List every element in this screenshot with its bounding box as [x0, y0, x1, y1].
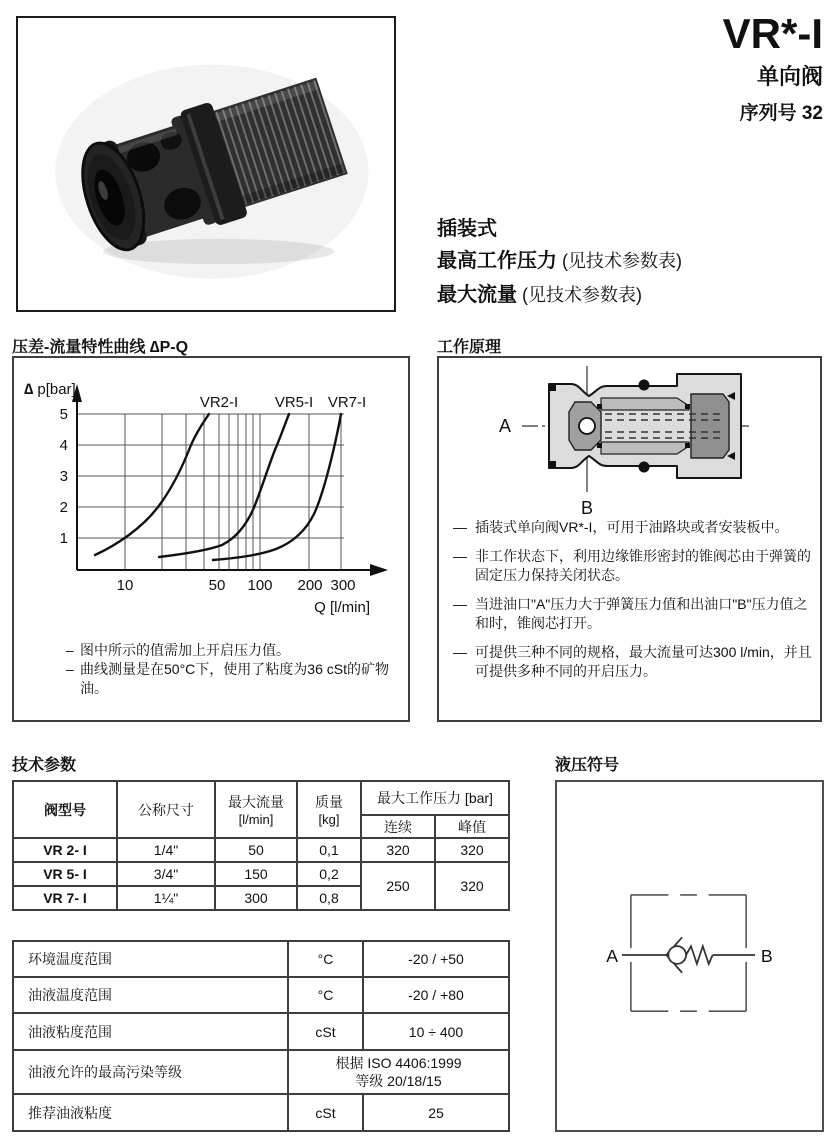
flow-cell: 150	[215, 862, 297, 886]
x-tick-50: 50	[208, 577, 226, 594]
curve-label-vr5: VR5-I	[274, 394, 314, 411]
o-ring-top	[639, 380, 650, 391]
x-axis-label: Q [l/min]	[314, 599, 370, 616]
y-tick-3: 3	[59, 468, 68, 485]
col-header-flow	[215, 781, 297, 838]
condition-label: 油液温度范围	[13, 977, 288, 1013]
y-tick-4: 4	[59, 437, 68, 454]
condition-value: -20 / +80	[363, 977, 509, 1013]
size-cell: 3/4"	[117, 862, 215, 886]
bullet-item	[453, 595, 812, 633]
bullet-text: 当进油口"A"压力大于弹簧压力值和出油口"B"压力值之和时，锥阀芯打开。	[475, 596, 808, 631]
iso-class: 等级 20/18/15	[355, 1073, 442, 1089]
chart-grid	[77, 414, 344, 570]
port-a-label: A	[606, 945, 619, 966]
pilot-hole	[579, 418, 595, 434]
page-title: VR*-I	[722, 10, 823, 57]
col-header-flow-line2: [l/min]	[238, 812, 274, 827]
bullet-item	[453, 547, 812, 585]
col-header-flow-line1: 最大流量	[228, 794, 284, 810]
bullet-item	[453, 518, 812, 537]
condition-merged-value	[288, 1050, 509, 1094]
port-b-label: B	[760, 945, 773, 966]
table-row	[13, 977, 509, 1013]
section-title-symbol: 液压符号	[555, 757, 620, 774]
col-header-size: 公称尺寸	[117, 781, 215, 838]
x-tick-300: 300	[330, 577, 356, 594]
principle-bullets	[453, 518, 812, 691]
dp-q-chart	[14, 358, 408, 630]
col-header-mass	[297, 781, 361, 838]
table-row	[13, 1094, 509, 1131]
symbol-lines	[622, 937, 755, 972]
size-cell: 1¼"	[117, 886, 215, 910]
port-a-label: A	[498, 416, 511, 436]
y-axis-label-rest: p[bar]	[33, 381, 76, 398]
col-header-peak: 峰值	[435, 815, 509, 838]
y-axis-label-delta: ∆	[24, 381, 34, 398]
sleeve-top	[601, 398, 689, 410]
bullet-dash: —	[453, 644, 467, 660]
conditions-table	[12, 940, 510, 1132]
note-text: 图中所示的值需加上开启压力值。	[80, 642, 290, 658]
max-flow-label: 最大流量	[437, 284, 517, 306]
y-tick-2: 2	[59, 499, 68, 516]
col-header-mass-line2: [kg]	[318, 812, 340, 827]
bullet-dash: —	[453, 596, 467, 612]
col-header-continuous: 连续	[361, 815, 435, 838]
chart-notes	[66, 641, 401, 698]
bullet-text: 非工作状态下，利用边缘锥形密封的锥阀芯由于弹簧的固定压力保持关闭状态。	[475, 548, 811, 583]
x-tick-200: 200	[297, 577, 323, 594]
mass-cell: 0,8	[297, 886, 361, 910]
curve-vr2-i	[95, 414, 209, 555]
table-row	[13, 862, 509, 886]
condition-label: 油液粘度范围	[13, 1013, 288, 1050]
peak-cell: 320	[435, 862, 509, 910]
max-pressure-line	[437, 248, 682, 275]
col-header-model: 阀型号	[13, 781, 117, 838]
table-row	[13, 1050, 509, 1094]
note-dash: –	[66, 661, 74, 677]
seal-square	[685, 443, 690, 448]
y-tick-1: 1	[59, 530, 68, 547]
table-row	[13, 941, 509, 977]
flow-cell: 300	[215, 886, 297, 910]
continuous-cell: 250	[361, 862, 435, 910]
tech-parameters-table	[12, 780, 510, 911]
condition-label: 油液允许的最高污染等级	[13, 1050, 288, 1094]
condition-value: 10 ÷ 400	[363, 1013, 509, 1050]
condition-label: 环境温度范围	[13, 941, 288, 977]
spring-zigzag	[686, 946, 713, 964]
intro-block	[437, 212, 682, 309]
max-flow-line	[437, 282, 682, 309]
o-ring-bottom	[639, 462, 650, 473]
poppet-ball	[668, 946, 686, 964]
model-cell: VR 7- I	[13, 886, 117, 910]
seal-square	[597, 404, 602, 409]
bullet-item	[453, 643, 812, 681]
body-corner-seal	[549, 384, 556, 391]
curve-label-vr2: VR2-I	[199, 394, 239, 411]
bullet-text: 插装式单向阀VR*-I，可用于油路块或者安装板中。	[475, 519, 789, 535]
principle-box	[437, 356, 822, 722]
bullet-dash: —	[453, 548, 467, 564]
product-photo-frame	[16, 16, 396, 312]
condition-unit: °C	[288, 941, 363, 977]
section-title-principle: 工作原理	[437, 339, 502, 356]
condition-unit: °C	[288, 977, 363, 1013]
product-photo-image	[18, 18, 390, 306]
header	[723, 12, 823, 125]
curve-vr5-i	[159, 414, 289, 557]
table-row	[13, 1013, 509, 1050]
iso-standard: 根据 ISO 4406:1999	[335, 1055, 462, 1071]
col-header-pressure: 最大工作压力 [bar]	[361, 781, 509, 815]
condition-value: 25	[363, 1094, 509, 1131]
note-dash: –	[66, 642, 74, 658]
condition-unit: cSt	[288, 1013, 363, 1050]
chart-note	[66, 660, 401, 698]
condition-value: -20 / +50	[363, 941, 509, 977]
table-row	[13, 838, 509, 862]
x-axis-arrow	[370, 564, 388, 576]
mass-cell: 0,2	[297, 862, 361, 886]
x-tick-100: 100	[247, 577, 273, 594]
x-tick-10: 10	[116, 577, 134, 594]
body-corner-seal	[549, 461, 556, 468]
mass-cell: 0,1	[297, 838, 361, 862]
check-valve-symbol	[557, 782, 822, 1130]
spring-seat-insert	[691, 394, 729, 458]
condition-label: 推荐油液粘度	[13, 1094, 288, 1131]
mount-type: 插装式	[437, 218, 497, 240]
series-number: 序列号 32	[739, 103, 823, 125]
col-header-mass-line1: 质量	[315, 794, 343, 810]
continuous-cell: 320	[361, 838, 435, 862]
chart-labels	[24, 381, 370, 616]
port-b-label: B	[580, 498, 594, 518]
curve-label-vr7: VR7-I	[327, 394, 367, 411]
section-title-tech: 技术参数	[12, 757, 77, 774]
seal-square	[685, 404, 690, 409]
size-cell: 1/4"	[117, 838, 215, 862]
model-cell: VR 2- I	[13, 838, 117, 862]
chart-note	[66, 641, 401, 660]
bullet-text: 可提供三种不同的规格，最大流量可达300 l/min，并且可提供多种不同的开启压力。	[475, 644, 812, 679]
flow-cell: 50	[215, 838, 297, 862]
max-pressure-note: (见技术参数表)	[557, 251, 682, 271]
y-axis-label	[24, 381, 76, 398]
product-name: 单向阀	[756, 64, 823, 90]
max-pressure-label: 最高工作压力	[437, 250, 557, 272]
model-cell: VR 5- I	[13, 862, 117, 886]
y-tick-5: 5	[59, 406, 68, 423]
sleeve-bottom	[601, 442, 689, 454]
peak-cell: 320	[435, 838, 509, 862]
symbol-envelope	[631, 895, 746, 1011]
max-flow-note: (见技术参数表)	[517, 285, 642, 305]
bullet-dash: —	[453, 519, 467, 535]
condition-unit: cSt	[288, 1094, 363, 1131]
hydraulic-symbol-box	[555, 780, 824, 1132]
note-text: 曲线测量是在50°C下，使用了粘度为36 cSt的矿物油。	[80, 661, 389, 696]
seal-square	[597, 443, 602, 448]
chart-axes	[77, 400, 374, 570]
section-title-curve: 压差-流量特性曲线 ∆P-Q	[12, 339, 189, 356]
dp-q-chart-box	[12, 356, 410, 722]
